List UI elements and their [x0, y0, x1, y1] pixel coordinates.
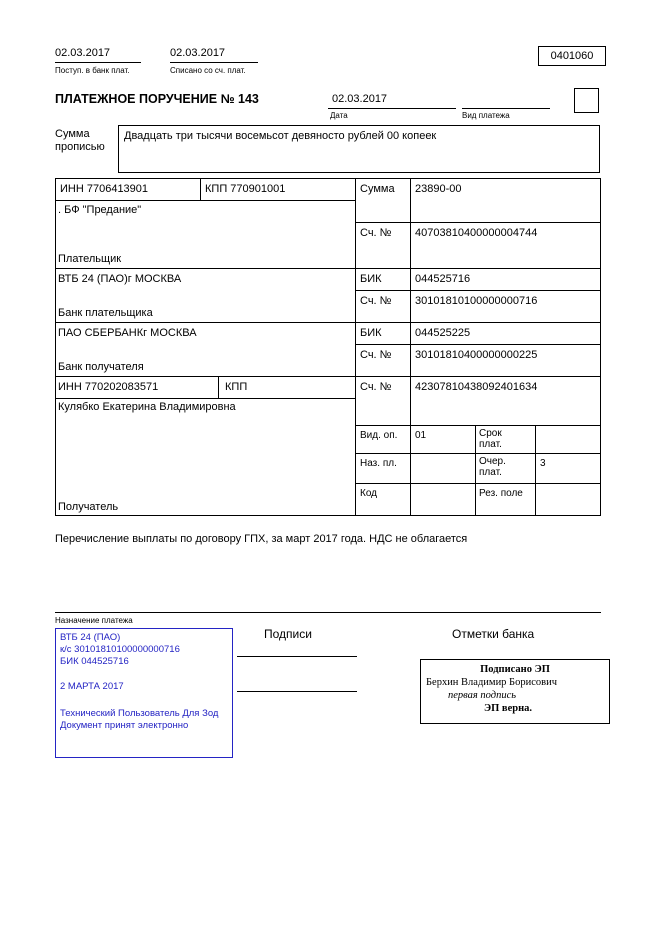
payment-type-label: Вид платежа: [462, 111, 510, 120]
payer-account-label: Сч. №: [360, 227, 392, 239]
table-border: [355, 290, 601, 291]
payee-label: Получатель: [58, 501, 119, 513]
payer-bank-bik-label: БИК: [360, 273, 382, 285]
amount-label-1: Сумма: [55, 128, 90, 140]
reserve-field-label: Рез. поле: [479, 488, 523, 499]
payer-account: 40703810400000004744: [415, 227, 538, 239]
priority-value: 3: [540, 458, 546, 469]
code-label: Код: [360, 488, 378, 499]
payee-bank-account-label: Сч. №: [360, 349, 392, 361]
payer-bank-account-label: Сч. №: [360, 295, 392, 307]
payee-name: Кулябко Екатерина Владимировна: [58, 401, 236, 413]
amount-in-words: Двадцать три тысячи восемьсот девяносто рублей 00 копеек: [124, 130, 437, 142]
table-border: [55, 200, 356, 201]
table-border: [55, 322, 601, 323]
payment-kind-box: [574, 88, 599, 113]
bank-marks-header: Отметки банка: [452, 627, 535, 641]
table-border: [355, 222, 601, 223]
amount-label-2: прописью: [55, 141, 105, 153]
table-border: [355, 344, 601, 345]
signature-line: [237, 691, 357, 692]
payer-bank-label: Банк плательщика: [58, 307, 153, 319]
table-border: [475, 425, 476, 515]
payment-purpose-text: Перечисление выплаты по договору ГПХ, за март 2017 года. НДС не облагается: [55, 533, 468, 545]
table-border: [55, 268, 601, 269]
payee-kpp: КПП: [225, 381, 248, 393]
sum-value: 23890-00: [415, 183, 462, 195]
sum-label: Сумма: [360, 183, 395, 195]
payee-bank-bik: 044525225: [415, 327, 471, 339]
table-border: [55, 515, 601, 516]
doc-date: 02.03.2017: [332, 93, 388, 105]
purpose-code-label: Наз. пл.: [360, 458, 397, 469]
payer-label: Плательщик: [58, 253, 122, 265]
ep-signer-name: Берхин Владимир Борисович: [426, 677, 557, 688]
payer-bank-account: 30101810100000000716: [415, 295, 538, 307]
form-code-box: [538, 46, 606, 66]
payer-inn: ИНН 7706413901: [60, 183, 149, 195]
form-code: 0401060: [550, 50, 594, 62]
table-border: [218, 376, 219, 398]
table-border: [55, 178, 56, 515]
payer-bank-name: ВТБ 24 (ПАО)г МОСКВА: [58, 273, 182, 285]
payee-account: 42307810438092401634: [415, 381, 538, 393]
doc-date-label: Дата: [330, 111, 348, 120]
table-border: [355, 178, 356, 515]
bank-stamp-line: Документ принят электронно: [60, 720, 189, 731]
divider: [328, 108, 456, 109]
payee-bank-bik-label: БИК: [360, 327, 382, 339]
bank-stamp-line: к/с 30101810100000000716: [60, 644, 180, 655]
payee-bank-account: 30101810400000000225: [415, 349, 538, 361]
priority-label-2: плат.: [479, 467, 502, 478]
signatures-header: Подписи: [264, 627, 312, 641]
table-border: [355, 425, 601, 426]
date-received: 02.03.2017: [55, 47, 111, 59]
table-border: [535, 425, 536, 515]
table-border: [355, 483, 601, 484]
pay-term-label-1: Срок: [479, 428, 502, 439]
payee-account-label: Сч. №: [360, 381, 392, 393]
op-type-value: 01: [415, 430, 427, 441]
bank-stamp-line: Технический Пользователь Для Зод: [60, 708, 219, 719]
pay-term-label-2: плат.: [479, 439, 502, 450]
amount-in-words-cell: [118, 125, 600, 173]
ep-valid-label: ЭП верна.: [484, 703, 533, 714]
document-title: ПЛАТЕЖНОЕ ПОРУЧЕНИЕ № 143: [55, 92, 259, 106]
date-received-label: Поступ. в банк плат.: [55, 66, 130, 75]
table-border: [55, 376, 601, 377]
bank-electronic-stamp: [55, 628, 233, 758]
op-type-label: Вид. оп.: [360, 430, 398, 441]
date-debited: 02.03.2017: [170, 47, 226, 59]
divider: [462, 108, 550, 109]
table-border: [355, 453, 601, 454]
payee-bank-label: Банк получателя: [58, 361, 144, 373]
ep-first-signature-label: первая подпись: [448, 690, 517, 701]
table-border: [55, 398, 356, 399]
divider: [170, 62, 258, 63]
payer-bank-bik: 044525716: [415, 273, 471, 285]
table-border: [200, 178, 201, 200]
payer-name: . БФ "Предание": [58, 204, 142, 216]
payer-kpp: КПП 770901001: [205, 183, 286, 195]
table-border: [600, 178, 601, 515]
priority-label-1: Очер.: [479, 456, 506, 467]
ep-signed-label: Подписано ЭП: [480, 664, 550, 675]
signature-line: [237, 656, 357, 657]
payment-purpose-label: Назначение платежа: [55, 616, 133, 625]
date-debited-label: Списано со сч. плат.: [170, 66, 246, 75]
payee-bank-name: ПАО СБЕРБАНКг МОСКВА: [58, 327, 197, 339]
bank-stamp-line: БИК 044525716: [60, 656, 129, 667]
bank-stamp-line: ВТБ 24 (ПАО): [60, 632, 121, 643]
divider: [55, 612, 601, 613]
table-border: [410, 178, 411, 515]
divider: [55, 62, 141, 63]
bank-stamp-line: 2 МАРТА 2017: [60, 681, 124, 692]
electronic-signature-stamp: [420, 659, 610, 724]
table-border: [55, 178, 601, 179]
payee-inn: ИНН 770202083571: [58, 381, 159, 393]
